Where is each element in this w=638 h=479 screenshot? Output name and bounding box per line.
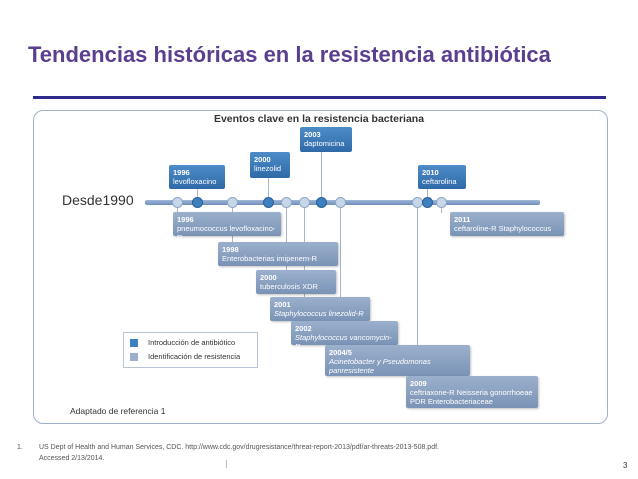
event-res-20045 — [325, 345, 470, 376]
event-text: ceftaroline-R Staphylococcus — [454, 224, 552, 233]
event-res-2011 — [450, 212, 564, 236]
timeline-title: Eventos clave en la resistencia bacteriana — [213, 113, 425, 125]
event-text: linezolid — [254, 164, 282, 173]
since-label: Desde1990 — [62, 192, 134, 208]
footer-separator — [226, 460, 227, 468]
event-res-2009 — [406, 376, 538, 408]
event-intro-1996 — [169, 165, 225, 189]
event-year: 1996 — [177, 215, 194, 224]
axis-dot-intro-2010 — [422, 197, 433, 208]
event-text: Enterobacterias imipenem-R — [222, 254, 318, 263]
tick-intro-2003 — [321, 151, 322, 200]
axis-dot-intro-2000 — [263, 197, 274, 208]
event-text: daptomicina — [304, 139, 345, 148]
event-year: 1998 — [222, 245, 239, 254]
axis-dot-res-2011 — [436, 197, 447, 208]
event-year: 2001 — [274, 300, 291, 309]
event-text: ceftriaxone-R Neisseria gonorrhoeae PDR Enterobacteriaceae — [410, 388, 533, 406]
event-year: 1996 — [173, 168, 190, 177]
footnote-text: US Dept of Health and Human Services, CDC. http://www.cdc.gov/drugresistance/threat-report-2013/pdf/ar-threats-2013-508.pdf. Accessed 2/13/2014. — [39, 444, 439, 462]
axis-dot-res-1996 — [172, 197, 183, 208]
event-res-1996 — [173, 212, 281, 242]
page-number: 3 — [623, 461, 628, 470]
legend-item-intro — [130, 338, 235, 347]
event-text: Staphylococcus vancomycin-R — [295, 333, 392, 351]
event-text: Acinetobacter y Pseudomonas panresistente — [329, 357, 431, 375]
source-note: Adaptado de referencia 1 — [70, 406, 166, 416]
event-year: 2003 — [304, 130, 321, 139]
event-res-2001 — [270, 297, 370, 321]
legend-swatch-resist — [130, 353, 138, 361]
event-text: pneumococcus levofloxacino-R — [177, 224, 276, 242]
event-intro-2003 — [300, 127, 352, 152]
event-text: tuberculosis XDR — [260, 282, 318, 291]
event-year: 2011 — [454, 215, 471, 224]
title-divider — [33, 96, 606, 99]
axis-dot-intro-1996 — [192, 197, 203, 208]
legend-label-intro: Introducción de antibiótico — [148, 338, 236, 347]
footnote-number: 1. — [17, 444, 23, 451]
event-intro-2010 — [418, 165, 466, 189]
axis-dot-res-1998 — [227, 197, 238, 208]
axis-dot-intro-2003 — [316, 197, 327, 208]
event-year: 2009 — [410, 379, 427, 388]
legend-item-resist — [130, 352, 240, 361]
event-year: 2002 — [295, 324, 312, 333]
axis-dot-res-2000 — [281, 197, 292, 208]
event-year: 2004/5 — [329, 348, 352, 357]
slide-title: Tendencias históricas en la resistencia antibiótica — [28, 42, 551, 67]
legend-swatch-intro — [130, 339, 138, 347]
axis-dot-res-2001 — [299, 197, 310, 208]
event-res-2000 — [256, 270, 336, 294]
event-year: 2000 — [254, 155, 271, 164]
event-res-2002 — [291, 321, 398, 351]
legend-label-resist: Identificación de resistencia — [148, 352, 241, 361]
legend — [123, 332, 258, 368]
axis-dot-res-2002 — [335, 197, 346, 208]
event-year: 2000 — [260, 273, 277, 282]
event-text: Staphylococcus linezolid-R — [274, 309, 364, 318]
event-intro-2000 — [250, 152, 290, 178]
event-res-1998 — [218, 242, 338, 266]
event-text: levofloxacino — [173, 177, 217, 186]
event-year: 2010 — [422, 168, 439, 177]
event-text: ceftarolina — [422, 177, 457, 186]
